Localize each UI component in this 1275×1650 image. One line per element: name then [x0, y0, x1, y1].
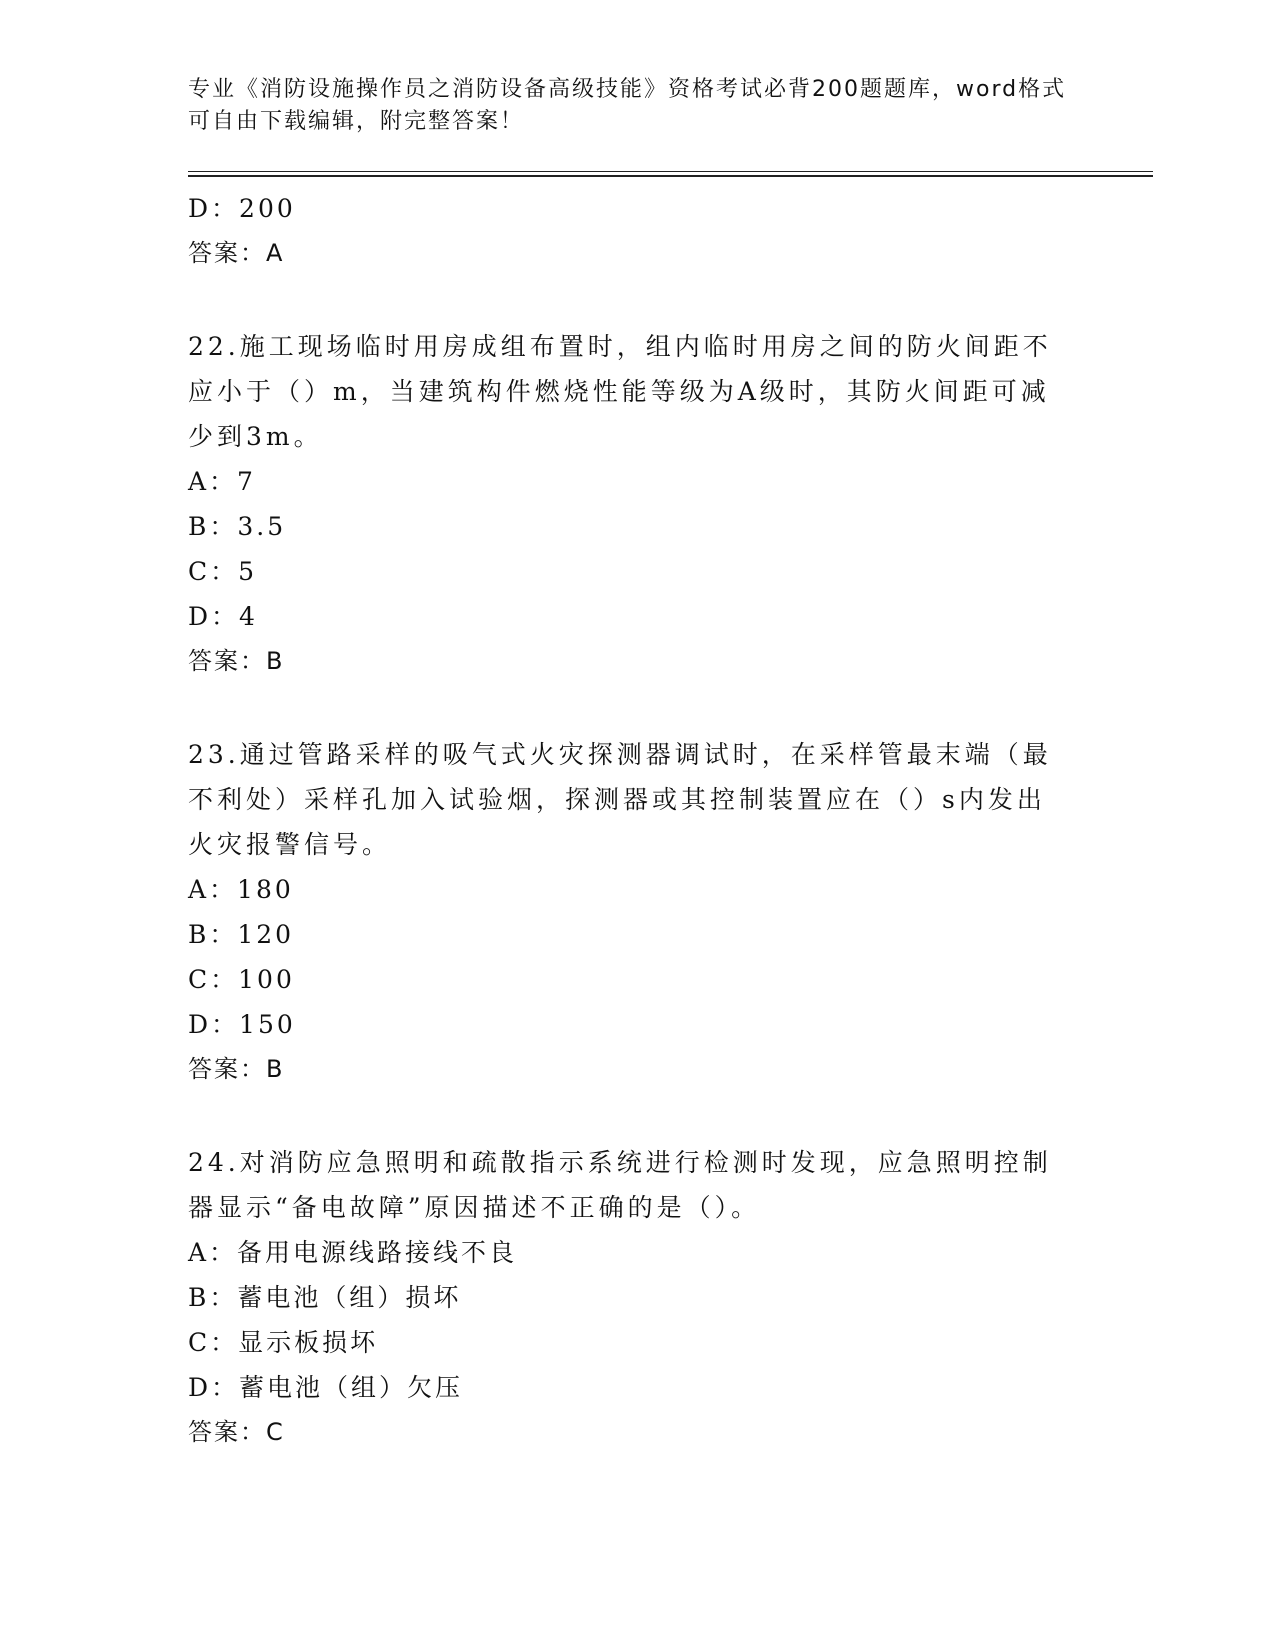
previous-question-tail: [188, 186, 1088, 276]
answer: 答案：B: [188, 647, 285, 675]
option-c: C：显示板损坏: [188, 1328, 379, 1357]
question-text: 24.对消防应急照明和疏散指示系统进行检测时发现，应急照明控制器显示“备电故障”原因描述不正确的是（）。: [188, 1148, 1052, 1222]
option-d: D：200: [188, 194, 296, 223]
question-23: [188, 732, 1088, 1092]
option-b: B：3.5: [188, 512, 287, 541]
option-d: D：蓄电池（组）欠压: [188, 1373, 464, 1402]
option-b: B：120: [188, 920, 295, 949]
page-header: 专业《消防设施操作员之消防设备高级技能》资格考试必背200题题库，word格式可自由下载编辑，附完整答案！: [188, 77, 1067, 134]
question-text: 22.施工现场临时用房成组布置时，组内临时用房之间的防火间距不应小于（）m，当建筑构件燃烧性能等级为A级时，其防火间距可减少到3m。: [188, 332, 1052, 451]
question-list: [188, 186, 1088, 1455]
option-c: C：100: [188, 965, 295, 994]
question-22: [188, 324, 1088, 684]
option-c: C：5: [188, 557, 258, 586]
answer: 答案：A: [188, 239, 285, 267]
option-d: D：150: [188, 1010, 296, 1039]
option-a: A：7: [188, 467, 256, 496]
option-d: D：4: [188, 602, 258, 631]
answer: 答案：C: [188, 1418, 285, 1446]
option-a: A：180: [188, 875, 294, 904]
header-divider-top: [188, 171, 1153, 172]
option-a: A：备用电源线路接线不良: [188, 1238, 518, 1267]
question-text: 23.通过管路采样的吸气式火灾探测器调试时，在采样管最末端（最不利处）采样孔加入试验烟，探测器或其控制装置应在（）s内发出火灾报警信号。: [188, 740, 1052, 859]
option-b: B：蓄电池（组）损坏: [188, 1283, 462, 1312]
answer: 答案：B: [188, 1055, 285, 1083]
question-24: [188, 1140, 1088, 1455]
header-divider-bottom: [188, 175, 1153, 177]
